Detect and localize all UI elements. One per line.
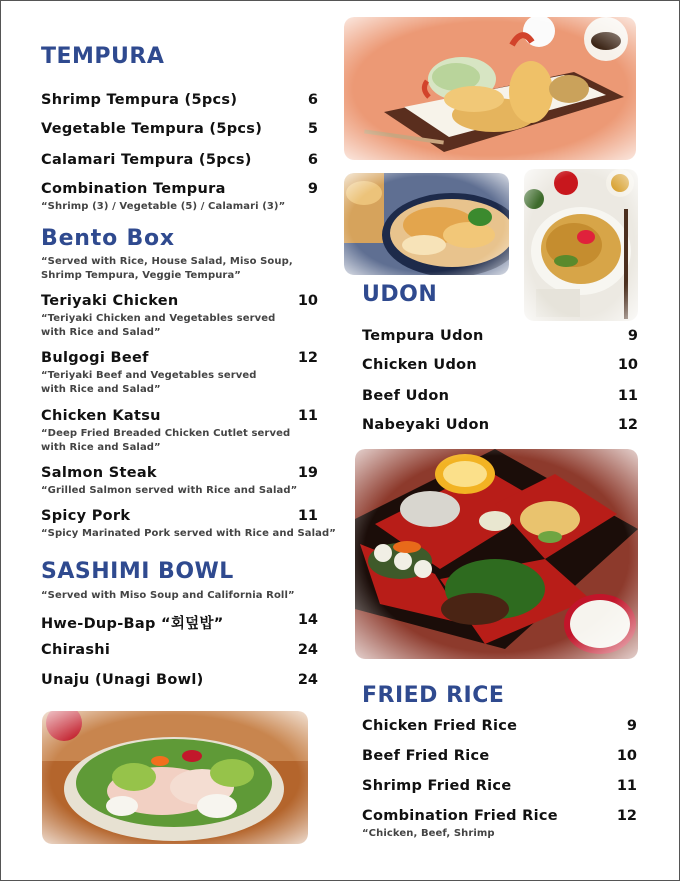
menu-item-price: 10	[617, 357, 638, 373]
menu-item-name: Spicy Pork	[41, 508, 131, 524]
menu-item-price: 24	[297, 642, 318, 658]
menu-item-name: Combination Tempura	[41, 181, 226, 197]
menu-item-name: Calamari Tempura (5pcs)	[41, 152, 252, 168]
menu-item-description: with Rice and Salad”	[41, 327, 161, 338]
menu-item-price: 10	[297, 293, 318, 309]
menu-item-description: “Grilled Salmon served with Rice and Salad”	[41, 485, 298, 496]
menu-item-price: 24	[297, 672, 318, 688]
menu-item-price: 11	[616, 778, 637, 794]
menu-item-price: 12	[297, 350, 318, 366]
menu-item-name: Tempura Udon	[362, 328, 484, 344]
menu-item-description: “Teriyaki Beef and Vegetables served	[41, 370, 257, 381]
menu-item-price: 11	[617, 388, 638, 404]
menu-item-price: 6	[307, 152, 318, 168]
menu-item-name: Vegetable Tempura (5pcs)	[41, 121, 263, 137]
bento-intro: “Served with Rice, House Salad, Miso Soup,	[41, 256, 293, 267]
menu-item-name: Combination Fried Rice	[362, 808, 558, 824]
menu-item-price: 9	[626, 718, 637, 734]
menu-item-price: 5	[307, 121, 318, 137]
menu-item-description: with Rice and Salad”	[41, 442, 161, 453]
menu-item-name: Chicken Fried Rice	[362, 718, 518, 734]
menu-item-price: 19	[297, 465, 318, 481]
menu-item-price: 9	[627, 328, 638, 344]
menu-item-name: Hwe-Dup-Bap “회덮밥”	[41, 616, 224, 632]
menu-item-price: 11	[297, 408, 318, 424]
menu-item-name: Beef Fried Rice	[362, 748, 490, 764]
menu-item-name: Shrimp Tempura (5pcs)	[41, 92, 238, 108]
menu-item-description: “Spicy Marinated Pork served with Rice and Salad”	[41, 528, 336, 539]
menu-item-name: Chicken Katsu	[41, 408, 161, 424]
menu-item-name: Shrimp Fried Rice	[362, 778, 512, 794]
menu-item-price: 9	[307, 181, 318, 197]
menu-item-description: “Teriyaki Chicken and Vegetables served	[41, 313, 276, 324]
menu-item-name: Teriyaki Chicken	[41, 293, 179, 309]
tempura-udon-photo	[344, 173, 509, 275]
menu-item-description: “Deep Fried Breaded Chicken Cutlet served	[41, 428, 291, 439]
menu-item-name: Chicken Udon	[362, 357, 478, 373]
menu-item-name: Beef Udon	[362, 388, 450, 404]
menu-item-price: 12	[617, 417, 638, 433]
menu-item-price: 14	[297, 612, 318, 628]
menu-item-price: 10	[616, 748, 637, 764]
sashimi-heading: SASHIMI BOWL	[41, 559, 234, 584]
menu-item-name: Salmon Steak	[41, 465, 157, 481]
bento-intro: Shrimp Tempura, Veggie Tempura”	[41, 270, 241, 281]
menu-item-name: Bulgogi Beef	[41, 350, 149, 366]
bento-box-photo	[355, 449, 638, 659]
tempura-platter-photo	[344, 17, 636, 160]
menu-item-name: Unaju (Unagi Bowl)	[41, 672, 204, 688]
menu-item-description: “Chicken, Beef, Shrimp	[362, 828, 495, 839]
menu-item-price: 11	[297, 508, 318, 524]
menu-item-price: 12	[616, 808, 637, 824]
menu-item-description: “Shrimp (3) / Vegetable (5) / Calamari (3)”	[41, 201, 286, 212]
menu-item-name: Nabeyaki Udon	[362, 417, 490, 433]
noodle-dish-photo	[524, 169, 638, 321]
udon-heading: UDON	[362, 282, 438, 307]
sashimi-intro: “Served with Miso Soup and California Roll”	[41, 590, 295, 601]
sashimi-bowl-photo	[42, 711, 308, 844]
menu-item-name: Chirashi	[41, 642, 111, 658]
menu-item-price: 6	[307, 92, 318, 108]
tempura-heading: TEMPURA	[41, 44, 165, 69]
menu-item-description: with Rice and Salad”	[41, 384, 161, 395]
fried-rice-heading: FRIED RICE	[362, 683, 505, 708]
bento-heading: Bento Box	[41, 226, 175, 251]
